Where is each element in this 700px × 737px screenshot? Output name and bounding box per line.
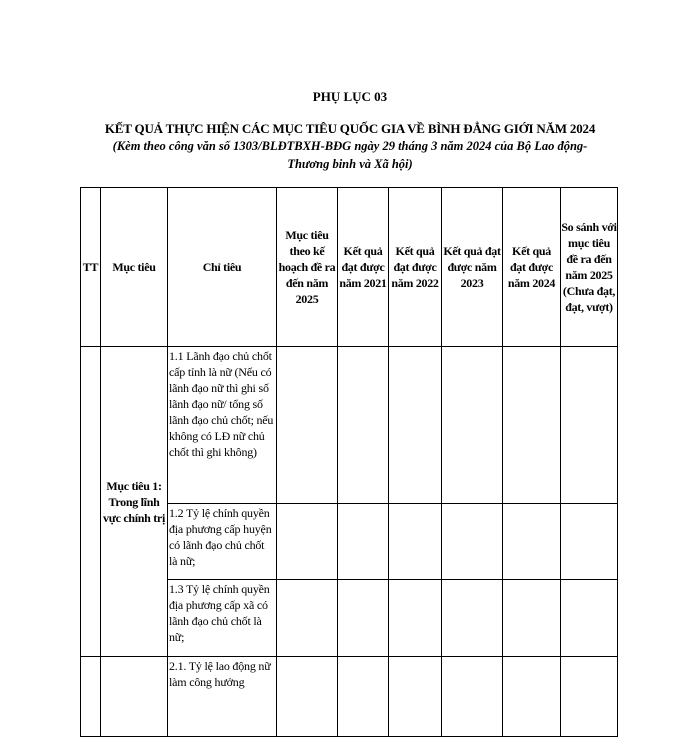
empty-cell: [561, 347, 618, 504]
empty-cell: [277, 504, 338, 580]
indicator-1-3: 1.3 Tỷ lệ chính quyền địa phương cấp xã có lãnh đạo chủ chốt là nữ;: [168, 580, 277, 657]
empty-cell: [442, 657, 503, 737]
results-table: [80, 187, 618, 737]
empty-cell: [338, 504, 389, 580]
empty-cell: [503, 504, 561, 580]
empty-cell: [338, 347, 389, 504]
empty-cell: [442, 347, 503, 504]
empty-cell: [503, 657, 561, 737]
empty-cell: [389, 580, 442, 657]
goal-2-cell: [101, 657, 168, 737]
empty-cell: [389, 347, 442, 504]
col-header-result-2023: Kết quả đạt được năm 2023: [442, 188, 503, 347]
empty-cell: [338, 657, 389, 737]
empty-cell: [561, 580, 618, 657]
document-subtitle: KẾT QUẢ THỰC HIỆN CÁC MỤC TIÊU QUỐC GIA VỀ BÌNH ĐẲNG GIỚI NĂM 2024: [104, 121, 596, 136]
reference-note-line-2: Thương binh và Xã hội): [287, 157, 413, 171]
indicator-1-2: 1.2 Tỷ lệ chính quyền địa phương cấp huyện có lãnh đạo chủ chốt là nữ;: [168, 504, 277, 580]
empty-cell: [442, 504, 503, 580]
col-header-indicator: Chỉ tiêu: [168, 188, 277, 347]
indicator-1-1: 1.1 Lãnh đạo chủ chốt cấp tỉnh là nữ (Nếu có lãnh đạo nữ thì ghi số lãnh đạo nữ/ tổng số lãnh đạo chủ chốt; nếu không có LĐ nữ chủ chốt thì ghi không): [168, 347, 277, 504]
empty-cell: [389, 504, 442, 580]
col-header-comparison: So sánh với mục tiêu đề ra đến năm 2025 (Chưa đạt, đạt, vượt): [561, 188, 618, 347]
empty-cell: [503, 580, 561, 657]
col-header-goal: Mục tiêu: [101, 188, 168, 347]
table-row: [81, 657, 618, 737]
empty-cell: [338, 580, 389, 657]
empty-cell: [277, 580, 338, 657]
col-header-result-2024: Kết quả đạt được năm 2024: [503, 188, 561, 347]
empty-cell: [389, 657, 442, 737]
table-header-row: [81, 188, 618, 347]
col-header-result-2021: Kết quả đạt được năm 2021: [338, 188, 389, 347]
tt-cell: [81, 347, 101, 657]
empty-cell: [442, 580, 503, 657]
empty-cell: [503, 347, 561, 504]
indicator-2-1: 2.1. Tỷ lệ lao động nữ làm công hưởng: [168, 657, 277, 737]
col-header-tt: TT: [81, 188, 101, 347]
table-row: [81, 347, 618, 504]
goal-1-cell: Mục tiêu 1: Trong lĩnh vực chính trị: [101, 347, 168, 657]
col-header-target-2025: Mục tiêu theo kế hoạch đề ra đến năm 2025: [277, 188, 338, 347]
empty-cell: [561, 504, 618, 580]
col-header-result-2022: Kết quả đạt được năm 2022: [389, 188, 442, 347]
empty-cell: [277, 657, 338, 737]
tt-cell: [81, 657, 101, 737]
reference-note-line-1: (Kèm theo công văn số 1303/BLĐTBXH-BĐG ngày 29 tháng 3 năm 2024 của Bộ Lao động-: [112, 139, 588, 153]
empty-cell: [277, 347, 338, 504]
appendix-title: PHỤ LỤC 03: [312, 89, 388, 104]
empty-cell: [561, 657, 618, 737]
reference-note: [80, 137, 620, 173]
